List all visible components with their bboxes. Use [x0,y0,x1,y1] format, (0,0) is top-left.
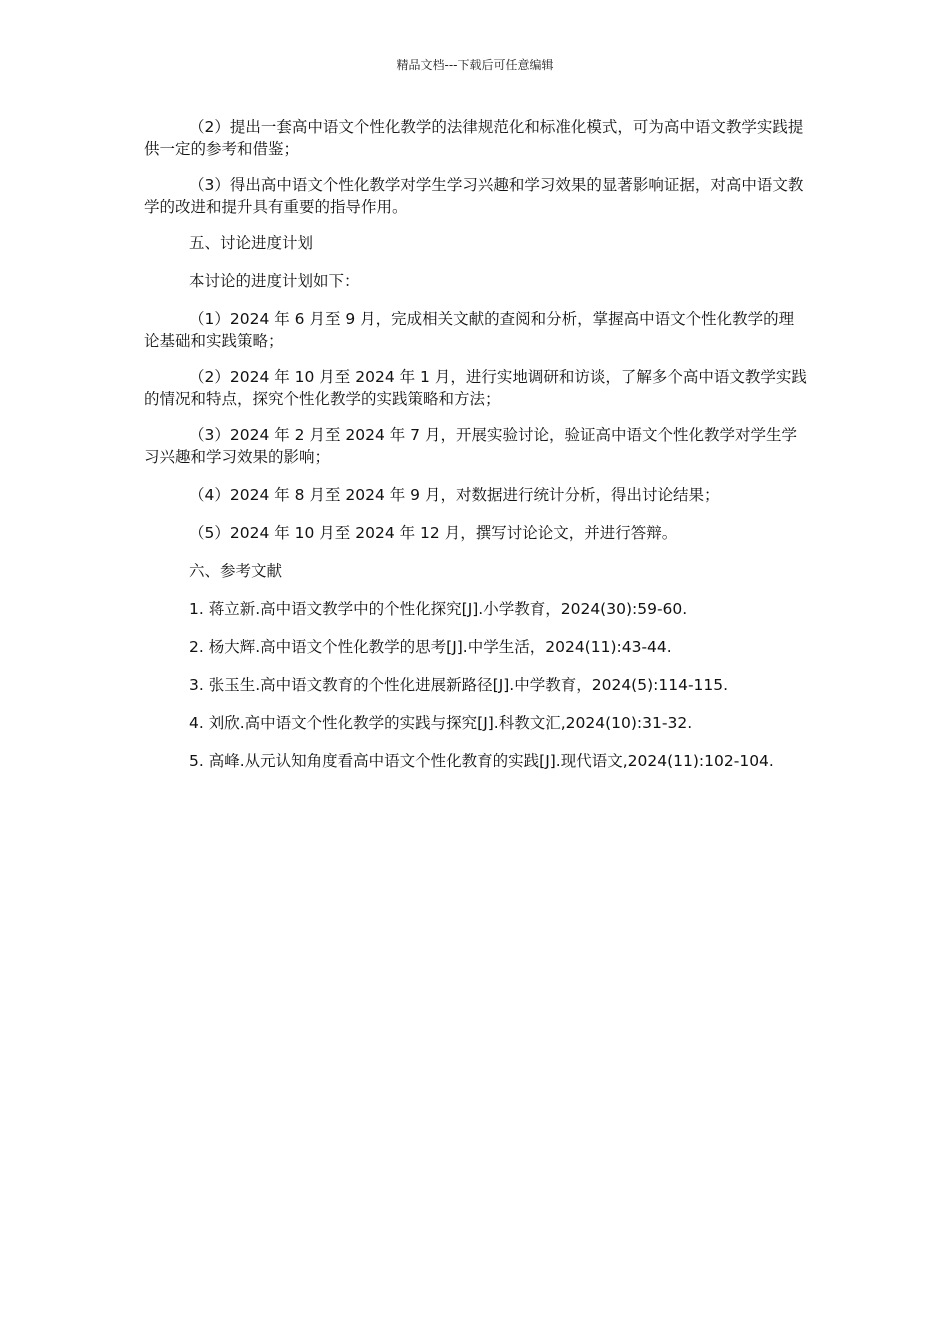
schedule-item-4: （4）2024 年 8 月至 2024 年 9 月，对数据进行统计分析，得出讨论结果； [189,486,720,504]
schedule-item-5: （5）2024 年 10 月至 2024 年 12 月，撰写讨论论文，并进行答辩。 [189,524,678,542]
reference-item-4: 4. 刘欣.高中语文个性化教学的实践与探究[J].科教文汇,2024(10):31-32. [189,714,693,732]
reference-item-3: 3. 张玉生.高中语文教育的个性化进展新路径[J].中学教育，2024(5):114-115. [189,676,729,694]
section-heading-references: 六、参考文献 [189,562,283,580]
schedule-item-1: （1）2024 年 6 月至 9 月，完成相关文献的查阅和分析，掌握高中语文个性化教学的理论基础和实践策略； [144,310,795,350]
schedule-item-2: （2）2024 年 10 月至 2024 年 1 月，进行实地调研和访谈，了解多个高中语文教学实践的情况和特点，探究个性化教学的实践策略和方法； [144,368,807,408]
objective-item-2: （2）提出一套高中语文个性化教学的法律规范化和标准化模式，可为高中语文教学实践提供一定的参考和借鉴； [144,118,804,158]
reference-item-1: 1. 蒋立新.高中语文教学中的个性化探究[J].小学教育，2024(30):59-60. [189,600,688,618]
section-heading-schedule: 五、讨论进度计划 [189,234,314,252]
document-body [144,116,808,772]
schedule-item-3: （3）2024 年 2 月至 2024 年 7 月，开展实验讨论，验证高中语文个性化教学对学生学习兴趣和学习效果的影响； [144,426,797,466]
reference-item-5: 5. 高峰.从元认知角度看高中语文个性化教育的实践[J].现代语文,2024(11):102-104. [189,752,774,770]
reference-item-2: 2. 杨大辉.高中语文个性化教学的思考[J].中学生活，2024(11):43-44. [189,638,672,656]
objective-item-3: （3）得出高中语文个性化教学对学生学习兴趣和学习效果的显著影响证据，对高中语文教学的改进和提升具有重要的指导作用。 [144,176,804,216]
page-header: 精品文档---下载后可任意编辑 [396,58,554,72]
schedule-intro: 本讨论的进度计划如下： [189,272,360,290]
